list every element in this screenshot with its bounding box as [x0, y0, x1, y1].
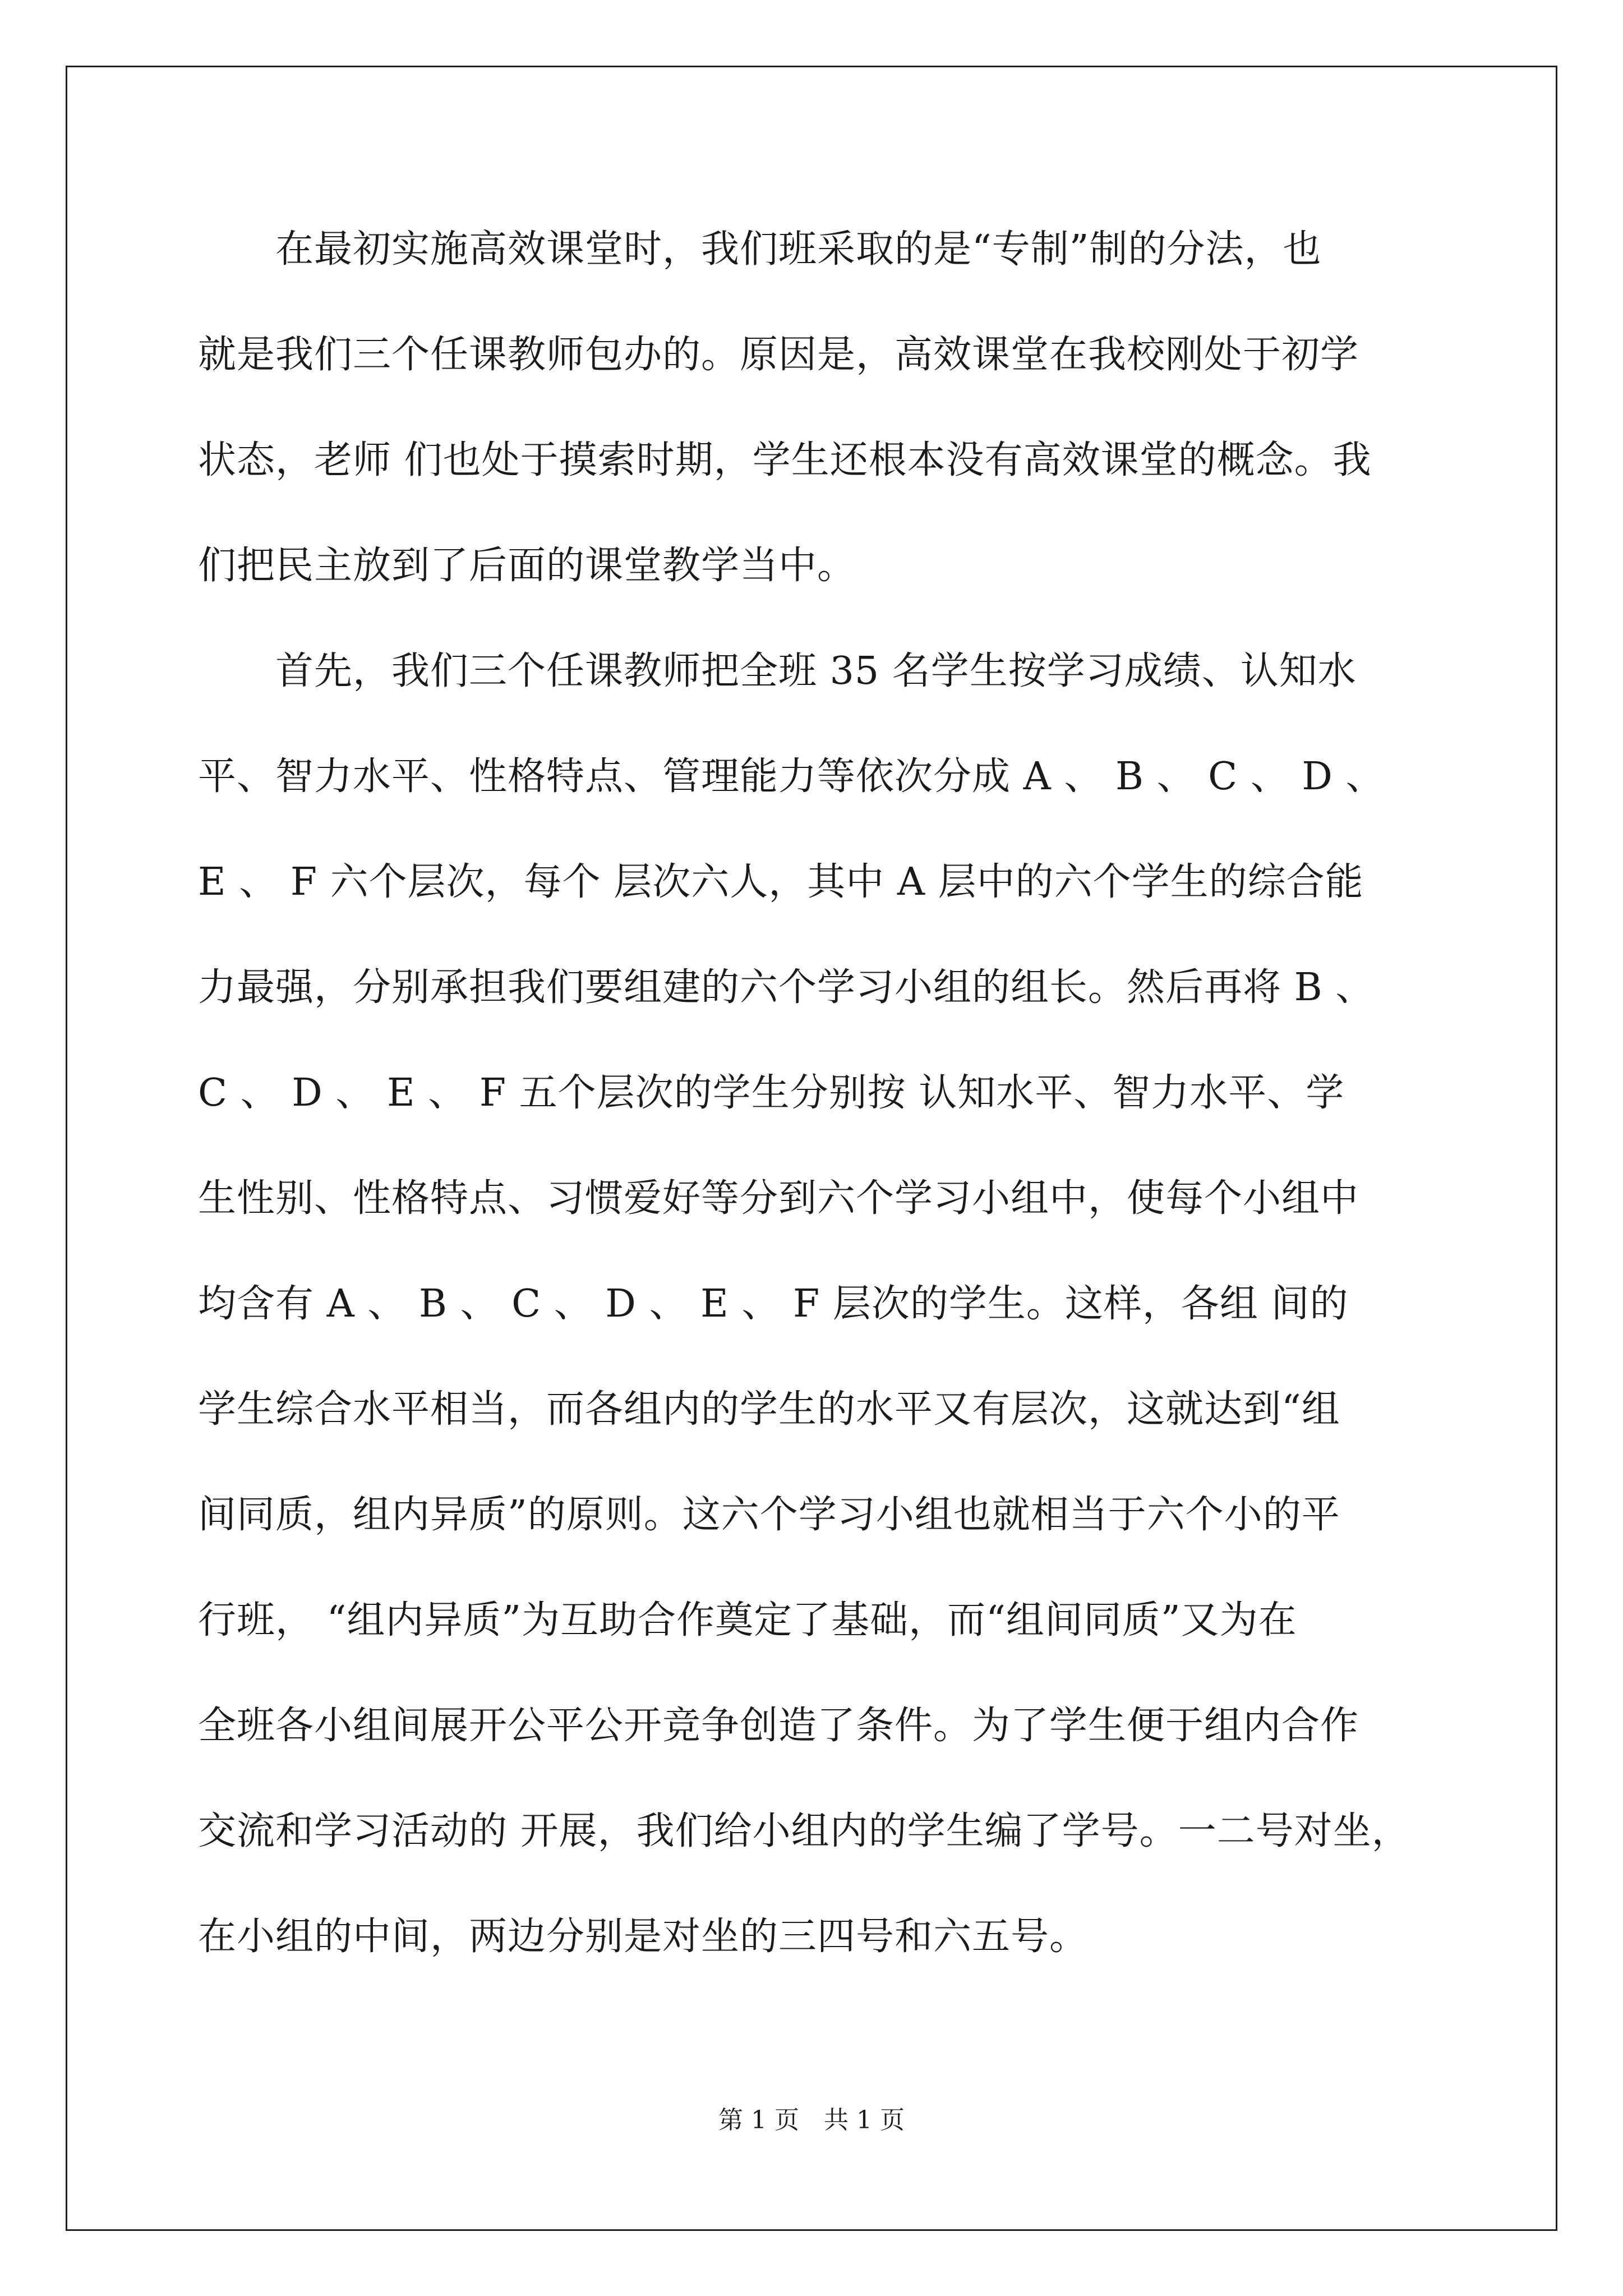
text-line: 平、智力水平、性格特点、管理能力等依次分成 A 、 B 、 C 、 D 、 — [198, 754, 1385, 799]
text-line: 在小组的中间，两边分别是对坐的三四号和六五号。 — [198, 1915, 1089, 1959]
text-line: 行班， “组内异质”为互助合作奠定了基础，而“组间同质”又为在 — [198, 1598, 1297, 1642]
text-line: 生性别、性格特点、习惯爱好等分到六个学习小组中，使每个小组中 — [198, 1176, 1359, 1221]
text-line: C 、 D 、 E 、 F 五个层次的学生分别按 认知水平、智力水平、学 — [198, 1071, 1345, 1115]
text-line: E 、 F 六个层次，每个 层次六人，其中 A 层中的六个学生的综合能 — [198, 860, 1364, 904]
text-line: 就是我们三个任课教师包办的。原因是，高效课堂在我校刚处于初学 — [198, 333, 1359, 377]
text-line: 交流和学习活动的 开展，我们给小组内的学生编了学号。一二号对坐， — [198, 1809, 1410, 1853]
text-line: 首先，我们三个任课教师把全班 35 名学生按学习成绩、认知水 — [198, 649, 1357, 693]
document-body — [198, 208, 1435, 2000]
text-line: 均含有 A 、 B 、 C 、 D 、 E 、 F 层次的学生。这样，各组 间的 — [198, 1282, 1349, 1326]
text-line: 们把民主放到了后面的课堂教学当中。 — [198, 544, 856, 588]
text-line: 在最初实施高效课堂时，我们班采取的是“专制”制的分法，也 — [198, 227, 1322, 272]
page-number-footer: 第 1 页 共 1 页 — [718, 2106, 905, 2134]
text-line: 全班各小组间展开公平公开竞争创造了条件。为了学生便于组内合作 — [198, 1704, 1359, 1748]
text-line: 力最强，分别承担我们要组建的六个学习小组的组长。然后再将 B 、 — [198, 965, 1375, 1010]
text-line: 间同质，组内异质”的原则。这六个学习小组也就相当于六个小的平 — [198, 1493, 1340, 1537]
text-line: 状态，老师 们也处于摸索时期，学生还根本没有高效课堂的概念。我 — [198, 438, 1372, 482]
text-line: 学生综合水平相当，而各组内的学生的水平又有层次，这就达到“组 — [198, 1387, 1340, 1432]
